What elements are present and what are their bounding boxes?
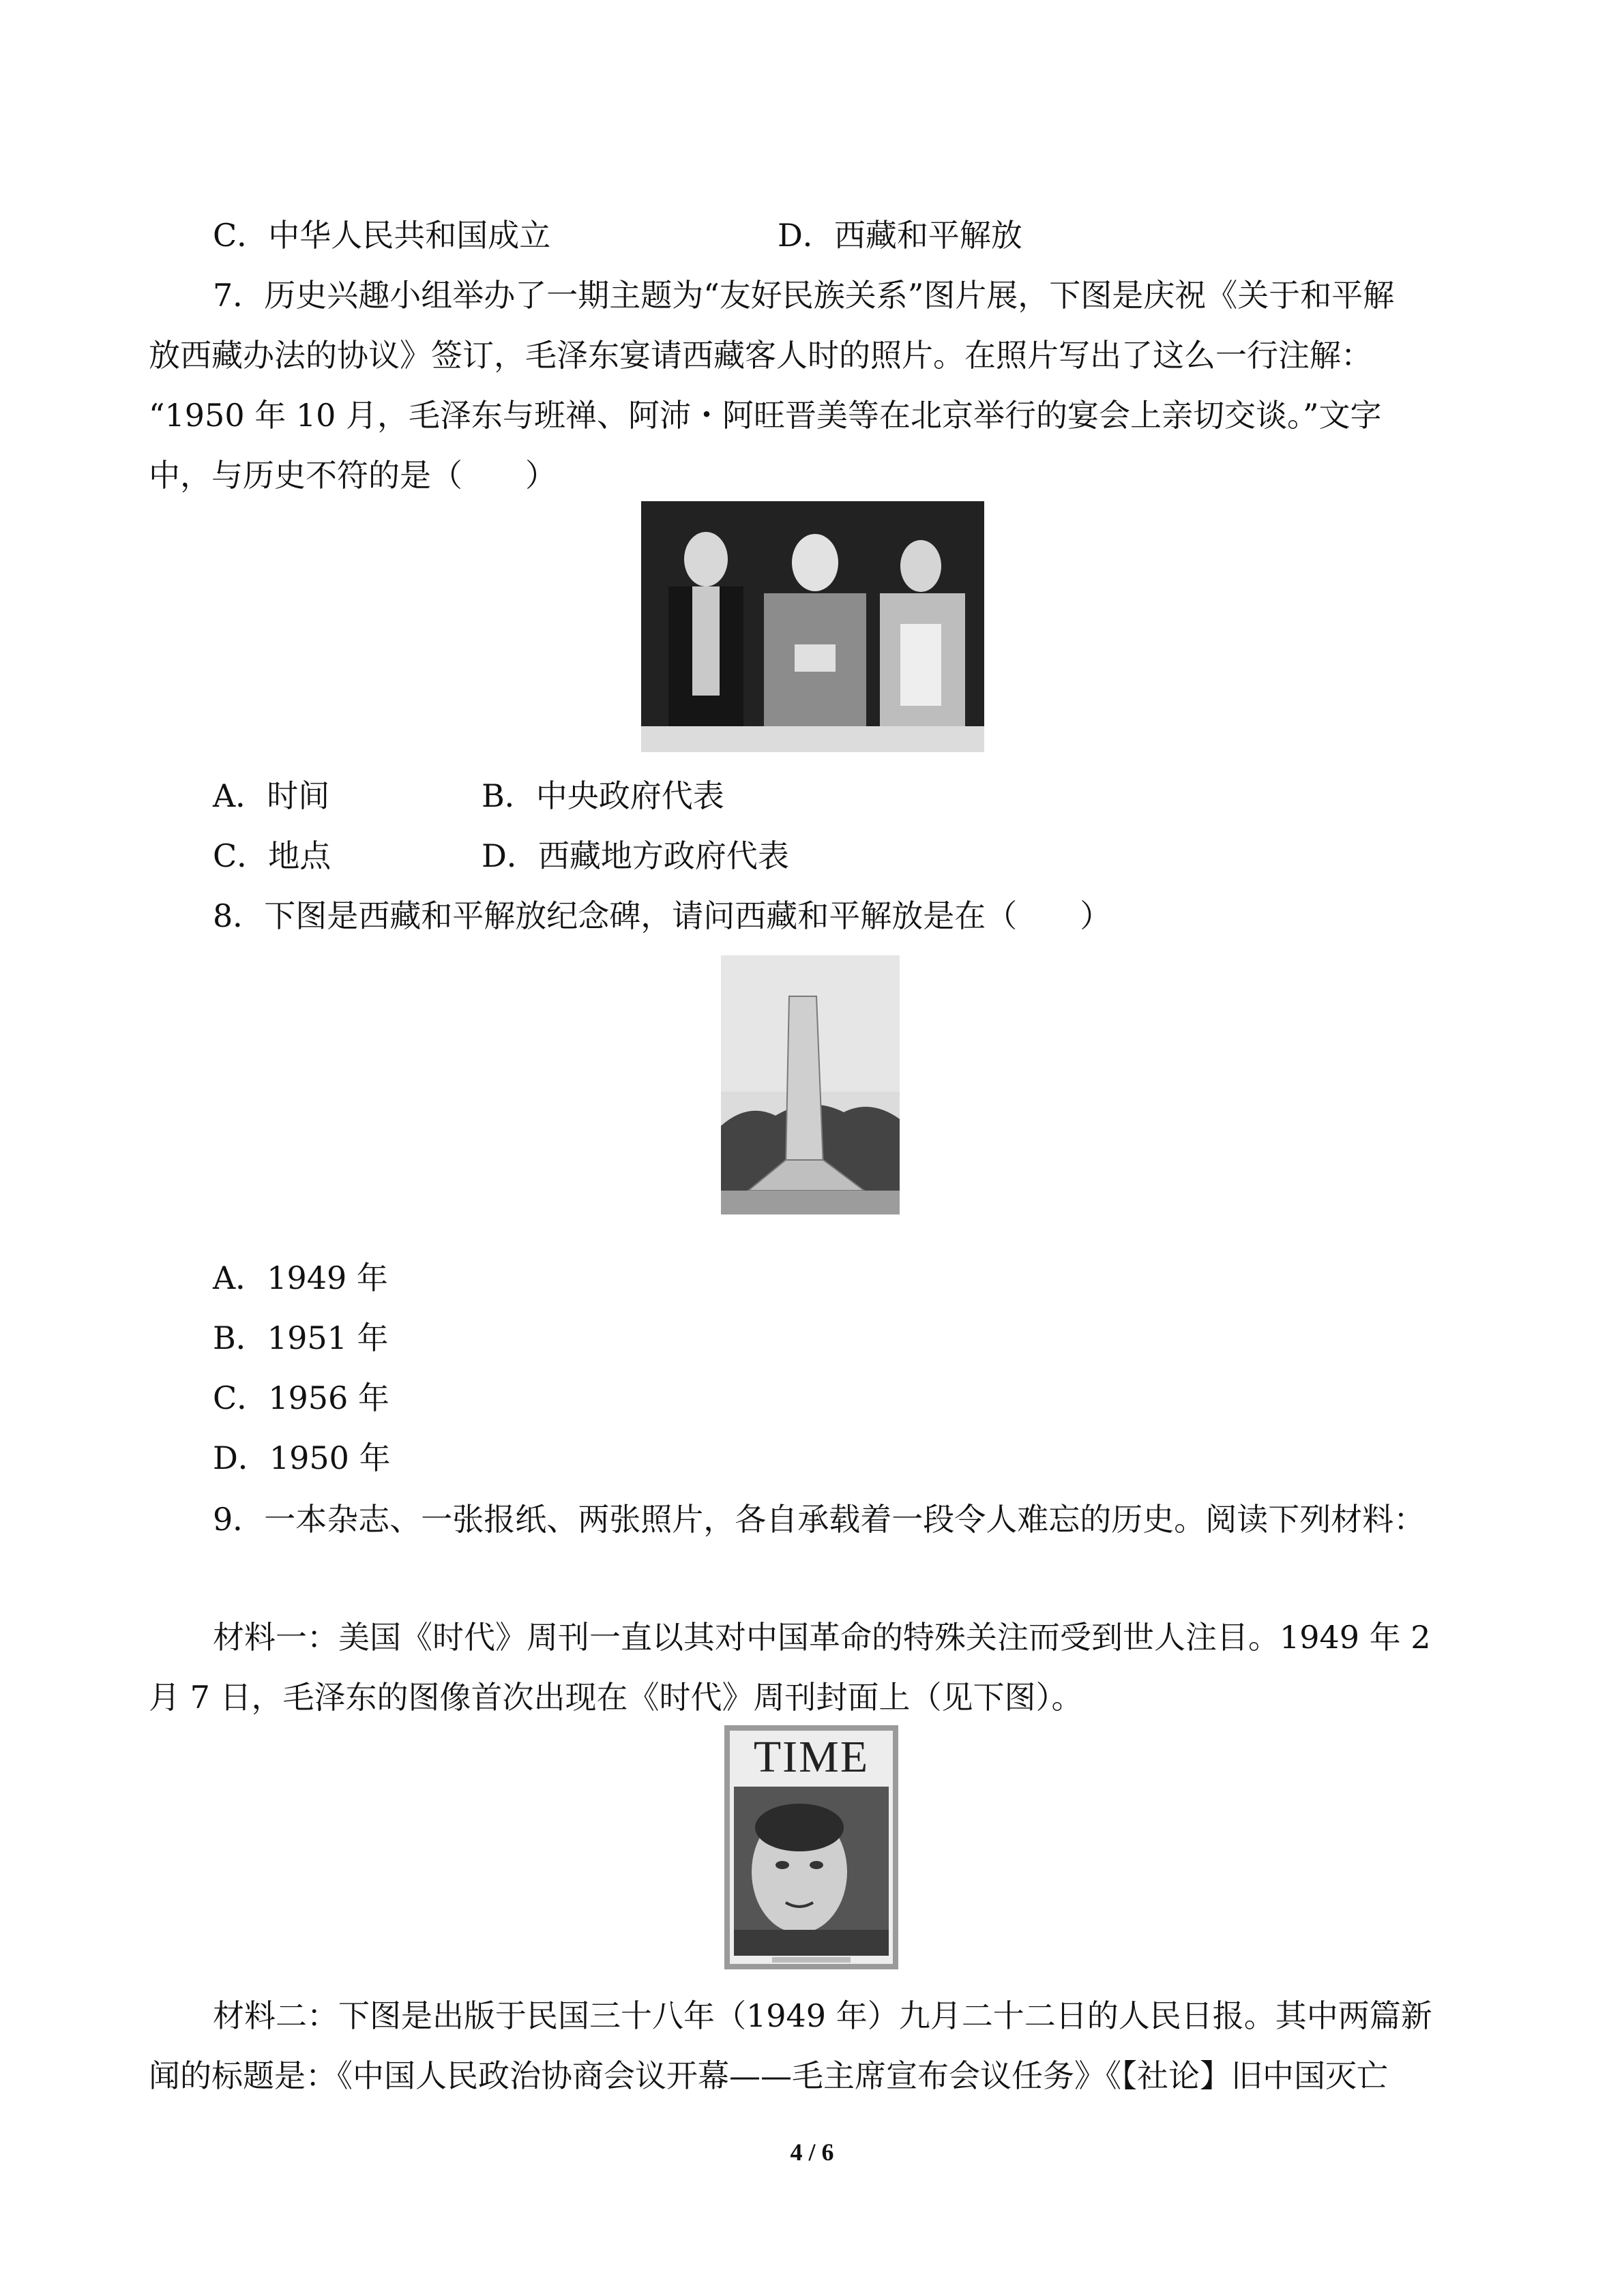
q9-material2-line-2: 闻的标题是：《中国人民政治协商会议开幕——毛主席宣布会议任务》《【社论】旧中国灭亡: [149, 2057, 1388, 2094]
banquet-photo: [641, 501, 984, 752]
q6-option-d: D．西藏和平解放: [778, 217, 1022, 254]
q9-material2-line-1: 材料二：下图是出版于民国三十八年（1949 年）九月二十二日的人民日报。其中两篇新: [213, 1997, 1432, 2034]
q9-stem: 9．一本杂志、一张报纸、两张照片，各自承载着一段令人难忘的历史。阅读下列材料：: [213, 1501, 1426, 1538]
q7-stem-line-1: 7．历史兴趣小组举办了一期主题为“友好民族关系”图片展，下图是庆祝《关于和平解: [213, 277, 1395, 314]
q9-material1-line-1: 材料一：美国《时代》周刊一直以其对中国革命的特殊关注而受到世人注目。1949 年 2: [213, 1619, 1431, 1656]
q9-material1-line-2: 月 7 日，毛泽东的图像首次出现在《时代》周刊封面上（见下图）。: [149, 1679, 1083, 1716]
q6-option-c: C．中华人民共和国成立: [213, 217, 551, 254]
q7-stem-line-3: “1950 年 10 月，毛泽东与班禅、阿沛・阿旺晋美等在北京举行的宴会上亲切交谈。”文字: [149, 397, 1382, 434]
q7-option-d: D．西藏地方政府代表: [482, 837, 789, 874]
page-number: 4 / 6: [790, 2138, 834, 2166]
q7-stem-line-4: 中，与历史不符的是（ ）: [149, 457, 557, 494]
q7-option-c: C．地点: [213, 837, 331, 874]
q8-stem: 8．下图是西藏和平解放纪念碑，请问西藏和平解放是在（ ）: [213, 897, 1112, 934]
q8-option-d: D．1950 年: [213, 1440, 391, 1476]
q8-option-b: B．1951 年: [213, 1320, 389, 1356]
q8-option-c: C．1956 年: [213, 1380, 389, 1416]
q7-option-a: A．时间: [213, 777, 330, 814]
monument-photo: [721, 955, 900, 1214]
q7-option-b: B．中央政府代表: [482, 777, 724, 814]
time-logo: TIME: [753, 1732, 870, 1782]
time-magazine-cover: [724, 1725, 898, 1969]
q8-option-a: A．1949 年: [213, 1259, 388, 1296]
q7-stem-line-2: 放西藏办法的协议》签订，毛泽东宴请西藏客人时的照片。在照片写出了这么一行注解：: [149, 337, 1372, 374]
